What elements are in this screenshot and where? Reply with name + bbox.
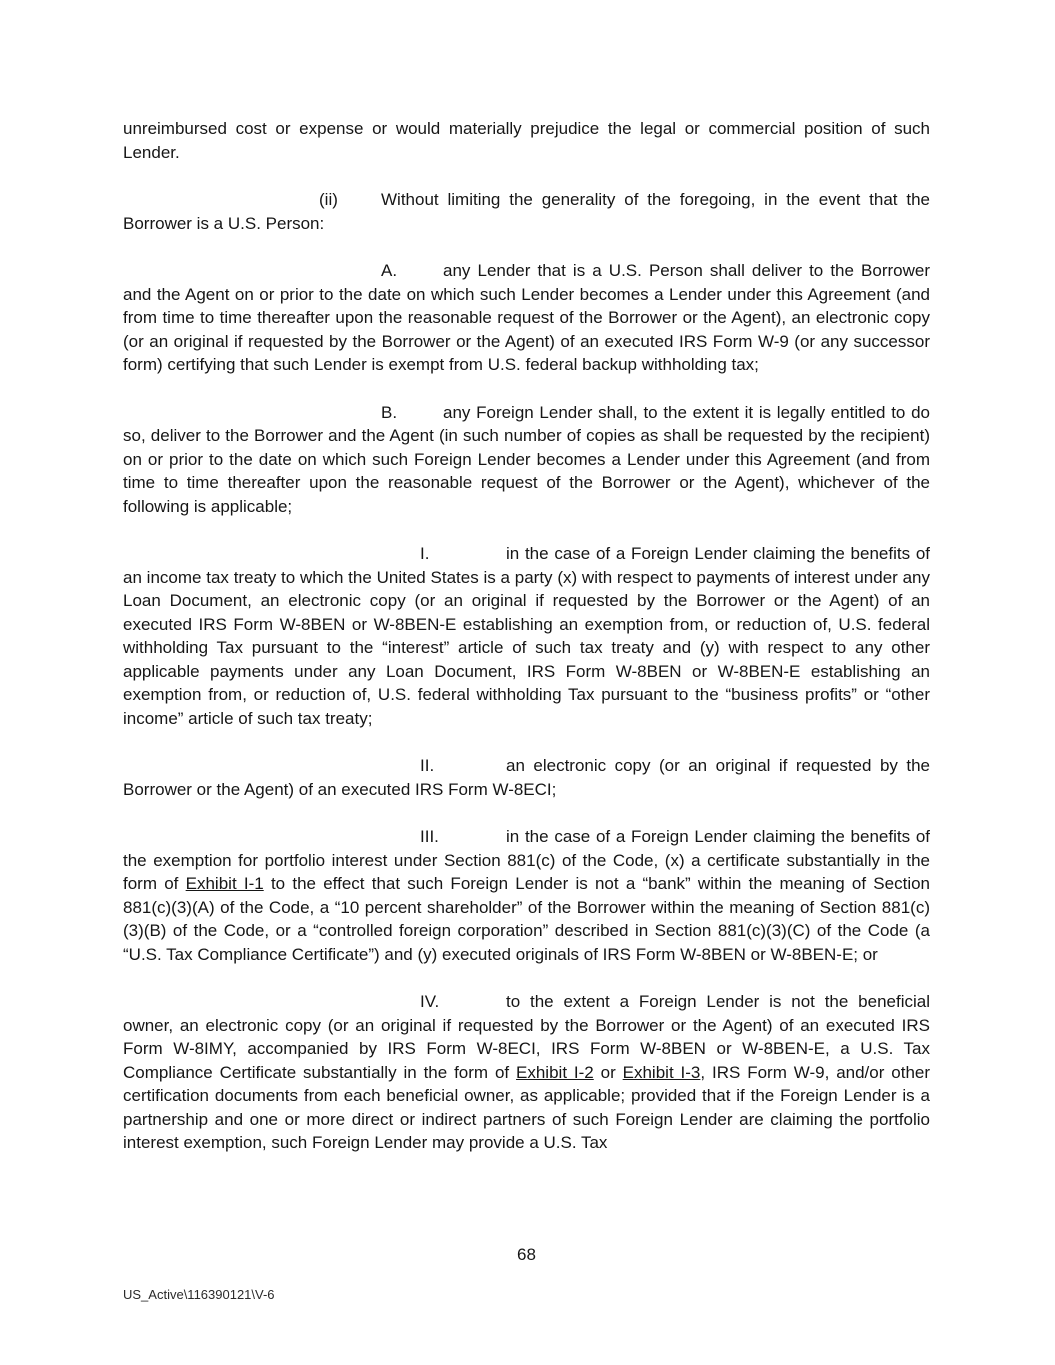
paragraph-roman-iv [123,990,930,1155]
exhibit-i-1-reference: Exhibit I-1 [185,874,264,893]
paragraph-roman-ii [123,754,930,801]
paragraph-continuation-text: unreimbursed cost or expense or would materially prejudice the legal or commercial position of such Lender. [123,119,930,162]
page-number: 68 [517,1245,536,1264]
list-label-roman-iii: III. [420,827,439,846]
paragraph-roman-iv-text-3: , IRS Form W-9, and/or other certification documents from each beneficial owner, as applicable; provided that if the Foreign Lender is a partnership and one or more direct or indirect partners of such Foreign Lender are claiming the portfolio interest exemption, such Foreign Lender may provide a U.S. Tax [123,1062,931,1152]
paragraph-roman-i-text: in the case of a Foreign Lender claiming the benefits of an income tax treaty to which the United States is a party (x) with respect to payments of interest under any Loan Document, an electronic copy (or an original if requested by the Borrower or the Agent) of an executed IRS Form W-8BEN or W-8BEN-E establishing an exemption from, or reduction of, U.S. federal withholding Tax pursuant to the “interest” article of such tax treaty and (y) with respect to any other applicable payments under any Loan Document, IRS Form W-8BEN or W-8BEN-E establishing an exemption from, or reduction of, U.S. federal withholding Tax pursuant to the “business profits” or “other income” article of such tax treaty; [123,544,930,728]
paragraph-b-text: any Foreign Lender shall, to the extent it is legally entitled to do so, deliver to the Borrower and the Agent (in such number of copies as shall be requested by the recipient) on or prior to the date on which such Foreign Lender becomes a Lender under this Agreement (and from time to time thereafter upon the reasonable request of the Borrower or the Agent), whichever of the following is applicable; [123,402,930,516]
paragraph-a [123,259,930,377]
paragraph-ii-text: Without limiting the generality of the foregoing, in the event that the Borrower is a U.S. Person: [123,190,930,233]
list-label-roman-i: I. [420,544,430,563]
paragraph-a-text: any Lender that is a U.S. Person shall deliver to the Borrower and the Agent on or prior to the date on which such Lender becomes a Lender under this Agreement (and from time to time thereafter upon the reasonable request of the Borrower or the Agent), an electronic copy (or an original if requested by the Borrower or the Agent) of an executed IRS Form W-9 (or any successor form) certifying that such Lender is exempt from U.S. federal backup withholding tax; [123,261,930,374]
paragraph-roman-i [123,542,930,730]
list-label-b: B. [381,402,398,422]
paragraph-continuation [123,117,930,164]
paragraph-roman-iv-text-2: or [593,1062,623,1082]
doc-id-footer: US_Active\116390121\V-6 [123,1287,275,1302]
list-label-roman-iv: IV. [420,992,440,1011]
paragraph-roman-iv-text-1: to the extent a Foreign Lender is not the beneficial owner, an electronic copy (or an original if requested by the Borrower or the Agent) of an executed IRS Form W-8IMY, accompanied by IRS Form W-8ECI, IRS Form W-8BEN or W-8BEN-E, a U.S. Tax Compliance Certificate substantially in the form of [123,992,930,1082]
paragraph-b [123,401,930,519]
list-label-a: A. [381,261,398,280]
exhibit-i-2-reference: Exhibit I-2 [516,1062,594,1082]
list-label-ii: (ii) [319,190,338,209]
document-body [123,117,930,1179]
exhibit-i-3-reference: Exhibit I-3 [622,1062,701,1082]
paragraph-roman-iii-text-2: to the effect that such Foreign Lender is not a “bank” within the meaning of Section 881(c)(3)(A) of the Code, a “10 percent shareholder” of the Borrower within the meaning of Section 881(c)(3)(B) of the Code, or a “controlled foreign corporation” described in Section 881(c)(3)(C) of the Code (a “U.S. Tax Compliance Certificate”) and (y) executed originals of IRS Form W-8BEN or W-8BEN-E; or [123,874,931,964]
paragraph-ii [123,188,930,235]
paragraph-roman-ii-text: an electronic copy (or an original if requested by the Borrower or the Agent) of an executed IRS Form W-8ECI; [123,756,930,799]
paragraph-roman-iii-text-1: in the case of a Foreign Lender claiming the benefits of the exemption for portfolio interest under Section 881(c) of the Code, (x) a certificate substantially in the form of [123,827,930,893]
paragraph-roman-iii [123,825,930,966]
list-label-roman-ii: II. [420,756,435,775]
